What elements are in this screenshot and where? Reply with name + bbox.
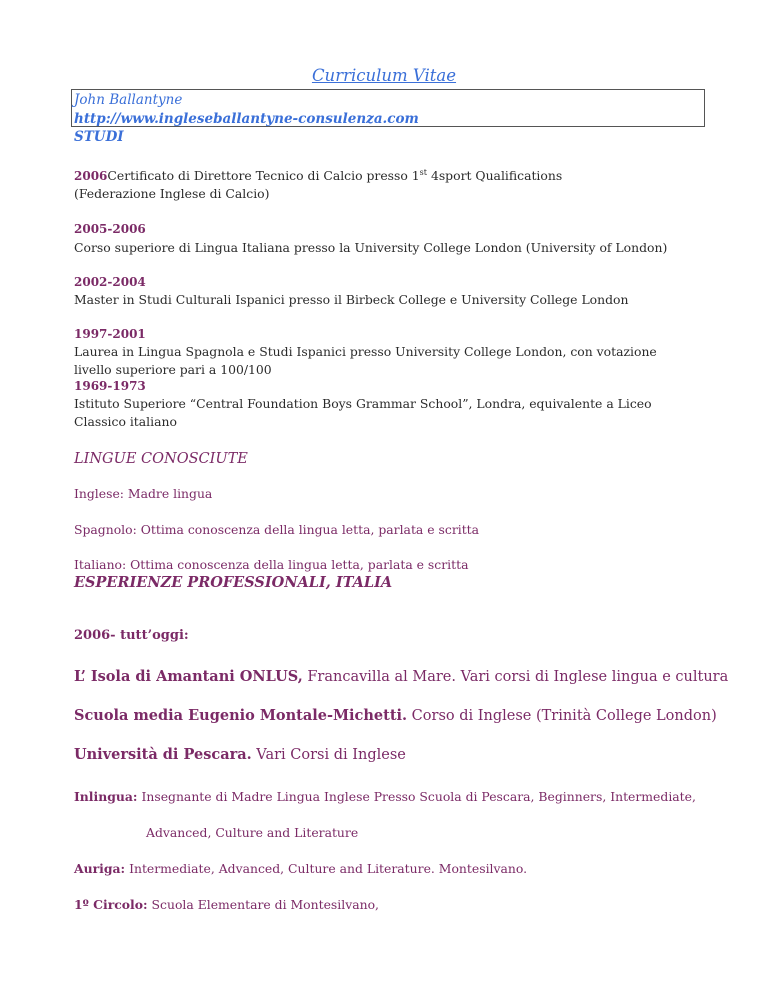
studi-year: 2002-2004 (74, 275, 146, 289)
author-name: John Ballantyne (74, 92, 183, 108)
studi-text: Istituto Superiore “Central Foundation Boys Grammar School”, Londra, equivalente a Liceo (74, 396, 652, 411)
studi-text-line2: livello superiore pari a 100/100 (74, 362, 272, 377)
experience-org: Auriga: (74, 861, 126, 876)
studi-entry-2006 (74, 168, 562, 183)
experience-desc: Scuola Elementare di Montesilvano, (147, 897, 379, 912)
experience-item (74, 668, 728, 685)
experience-desc: Francavilla al Mare. Vari corsi di Inglese lingua e cultura (302, 669, 729, 685)
studi-year: 1969-1973 (74, 379, 146, 393)
experience-desc: Corso di Inglese (Trinità College London) (407, 708, 717, 724)
section-heading-studi: STUDI (74, 129, 124, 145)
lingua-item: Italiano: Ottima conoscenza della lingua letta, parlata e scritta (74, 557, 469, 572)
period-label: 2006- tutt’oggi: (74, 628, 189, 643)
lingua-item: Inglese: Madre lingua (74, 486, 213, 501)
studi-text: Certificato di Direttore Tecnico di Calcio presso 1 (107, 168, 420, 183)
experience-item (74, 746, 406, 763)
experience-item (74, 789, 696, 804)
section-heading-lingue: LINGUE CONOSCIUTE (74, 451, 248, 467)
experience-desc: Intermediate, Advanced, Culture and Literature. Montesilvano. (125, 861, 528, 876)
section-heading-esperienze: ESPERIENZE PROFESSIONALI, ITALIA (74, 574, 393, 591)
experience-desc-cont: Advanced, Culture and Literature (146, 825, 359, 840)
page-title: Curriculum Vitae (311, 66, 457, 85)
studi-sup: st (419, 167, 427, 177)
studi-text-line2: (Federazione Inglese di Calcio) (74, 186, 270, 201)
experience-org: 1º Circolo: (74, 897, 148, 912)
experience-desc: Vari Corsi di Inglese (251, 747, 406, 763)
lingua-item: Spagnolo: Ottima conoscenza della lingua letta, parlata e scritta (74, 522, 480, 537)
studi-year: 2006 (74, 169, 108, 183)
experience-org: Scuola media Eugenio Montale-Michetti. (74, 707, 408, 724)
website-link[interactable]: http://www.ingleseballantyne-consulenza.com (74, 111, 419, 127)
experience-item (74, 897, 379, 912)
studi-text-line2: Classico italiano (74, 414, 177, 429)
studi-text: Master in Studi Culturali Ispanici presso il Birbeck College e University College London (74, 292, 629, 307)
studi-text: 4sport Qualifications (427, 168, 563, 183)
studi-year: 2005-2006 (74, 222, 146, 236)
studi-text: Laurea in Lingua Spagnola e Studi Ispanici presso University College London, con votazione (74, 344, 657, 359)
experience-item (74, 707, 717, 724)
experience-desc: Insegnante di Madre Lingua Inglese Presso Scuola di Pescara, Beginners, Intermediate, (137, 789, 696, 804)
experience-org: Inlingua: (74, 789, 138, 804)
studi-text: Corso superiore di Lingua Italiana presso la University College London (University of London) (74, 240, 668, 255)
experience-org: Università di Pescara. (74, 746, 252, 763)
studi-year: 1997-2001 (74, 327, 146, 341)
experience-item (74, 861, 527, 876)
experience-org: L’ Isola di Amantani ONLUS, (74, 668, 303, 685)
